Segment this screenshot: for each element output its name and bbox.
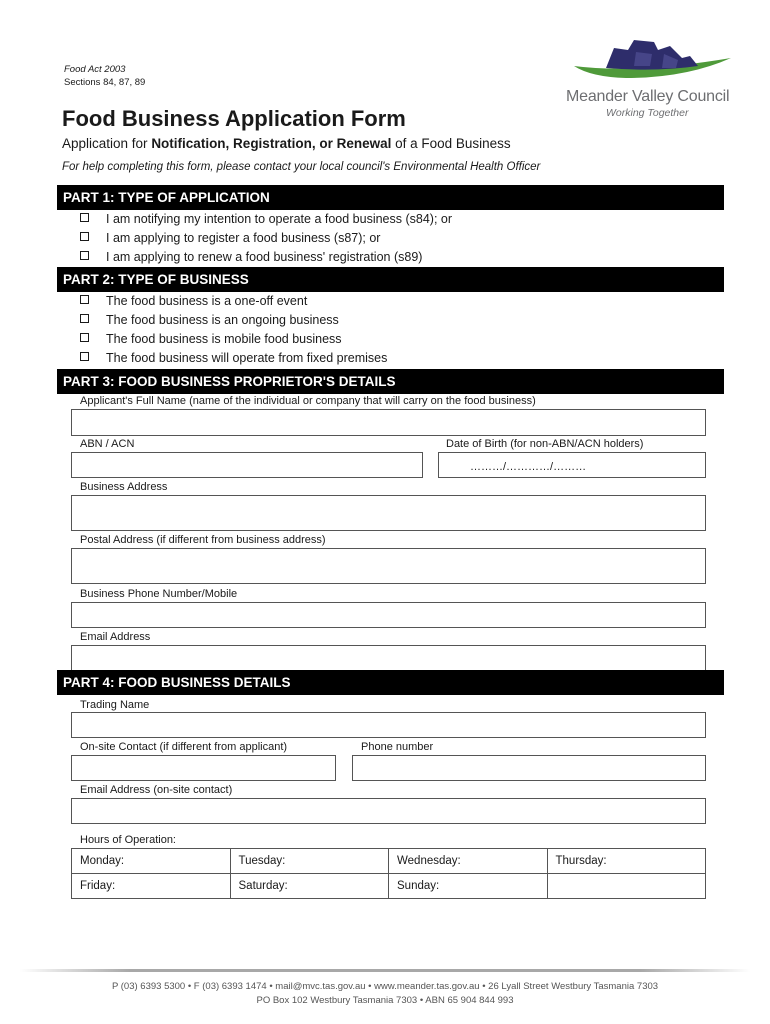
checkbox-icon[interactable] [80, 251, 89, 260]
onsite-phone-label: Phone number [361, 741, 434, 753]
hours-cell-friday[interactable]: Friday: [72, 874, 231, 899]
part3-heading: PART 3: FOOD BUSINESS PROPRIETOR'S DETAILS [57, 369, 724, 394]
checkbox-icon[interactable] [80, 333, 89, 342]
abn-field[interactable] [71, 452, 423, 478]
postal-address-field[interactable] [71, 548, 706, 584]
part1-option-register[interactable]: I am applying to register a food business (s87); or [80, 230, 380, 246]
dob-label: Date of Birth (for non-ABN/ACN holders) [446, 438, 644, 450]
part2-option-one-off[interactable]: The food business is a one-off event [80, 293, 307, 309]
footer-contact: P (03) 6393 5300 • F (03) 6393 1474 • mail@mvc.tas.gov.au • www.meander.tas.gov.au • 26 Lyall Street Westbury Tasmania 7303 [111, 981, 659, 992]
business-address-label: Business Address [80, 481, 168, 493]
part2-option-ongoing[interactable]: The food business is an ongoing business [80, 312, 339, 328]
onsite-phone-field[interactable] [352, 755, 706, 781]
trading-name-label: Trading Name [80, 699, 150, 711]
onsite-contact-field[interactable] [71, 755, 336, 781]
checkbox-icon[interactable] [80, 314, 89, 323]
part1-option-notify[interactable]: I am notifying my intention to operate a food business (s84); or [80, 211, 452, 227]
onsite-contact-label: On-site Contact (if different from applicant) [80, 741, 288, 753]
email-field[interactable] [71, 645, 706, 671]
council-name: Meander Valley Council [566, 88, 730, 105]
part2-heading: PART 2: TYPE OF BUSINESS [57, 267, 724, 292]
hours-table [71, 848, 706, 899]
checkbox-icon[interactable] [80, 232, 89, 241]
part2-option-mobile[interactable]: The food business is mobile food business [80, 331, 342, 347]
full-name-label: Applicant's Full Name (name of the individual or company that will carry on the food business) [80, 395, 536, 407]
act-reference: Food Act 2003 [64, 64, 126, 75]
help-text: For help completing this form, please contact your local council's Environmental Health Officer [62, 161, 541, 173]
hours-cell-saturday[interactable]: Saturday: [230, 874, 389, 899]
hours-cell-tuesday[interactable]: Tuesday: [230, 849, 389, 874]
part1-heading: PART 1: TYPE OF APPLICATION [57, 185, 724, 210]
table-row [72, 874, 706, 899]
checkbox-icon[interactable] [80, 295, 89, 304]
business-address-field[interactable] [71, 495, 706, 531]
checkbox-icon[interactable] [80, 352, 89, 361]
abn-label: ABN / ACN [80, 438, 135, 450]
hours-cell-thursday[interactable]: Thursday: [547, 849, 706, 874]
business-phone-label: Business Phone Number/Mobile [80, 588, 238, 600]
footer-postal: PO Box 102 Westbury Tasmania 7303 • ABN 65 904 844 993 [256, 995, 514, 1006]
checkbox-icon[interactable] [80, 213, 89, 222]
hours-label: Hours of Operation: [80, 834, 176, 846]
part4-heading: PART 4: FOOD BUSINESS DETAILS [57, 670, 724, 695]
onsite-email-label: Email Address (on-site contact) [80, 784, 233, 796]
footer-divider [20, 969, 750, 972]
hours-cell-sunday[interactable]: Sunday: [389, 874, 548, 899]
part2-option-fixed[interactable]: The food business will operate from fixed premises [80, 350, 387, 366]
trading-name-field[interactable] [71, 712, 706, 738]
sections-reference: Sections 84, 87, 89 [64, 77, 146, 88]
logo-mountains-icon [606, 40, 698, 70]
full-name-field[interactable] [71, 409, 706, 436]
hours-cell-empty[interactable] [547, 874, 706, 899]
council-tagline: Working Together [606, 107, 689, 119]
dob-placeholder: ………/…………/……… [470, 461, 587, 473]
form-title: Food Business Application Form [62, 106, 406, 131]
onsite-email-field[interactable] [71, 798, 706, 824]
part1-option-renew[interactable]: I am applying to renew a food business' registration (s89) [80, 249, 422, 265]
postal-address-label: Postal Address (if different from business address) [80, 534, 326, 546]
form-subtitle: Application for Notification, Registration, or Renewal of a Food Business [62, 136, 511, 151]
hours-cell-wednesday[interactable]: Wednesday: [389, 849, 548, 874]
business-phone-field[interactable] [71, 602, 706, 628]
email-label: Email Address [80, 631, 151, 643]
hours-cell-monday[interactable]: Monday: [72, 849, 231, 874]
table-row [72, 849, 706, 874]
